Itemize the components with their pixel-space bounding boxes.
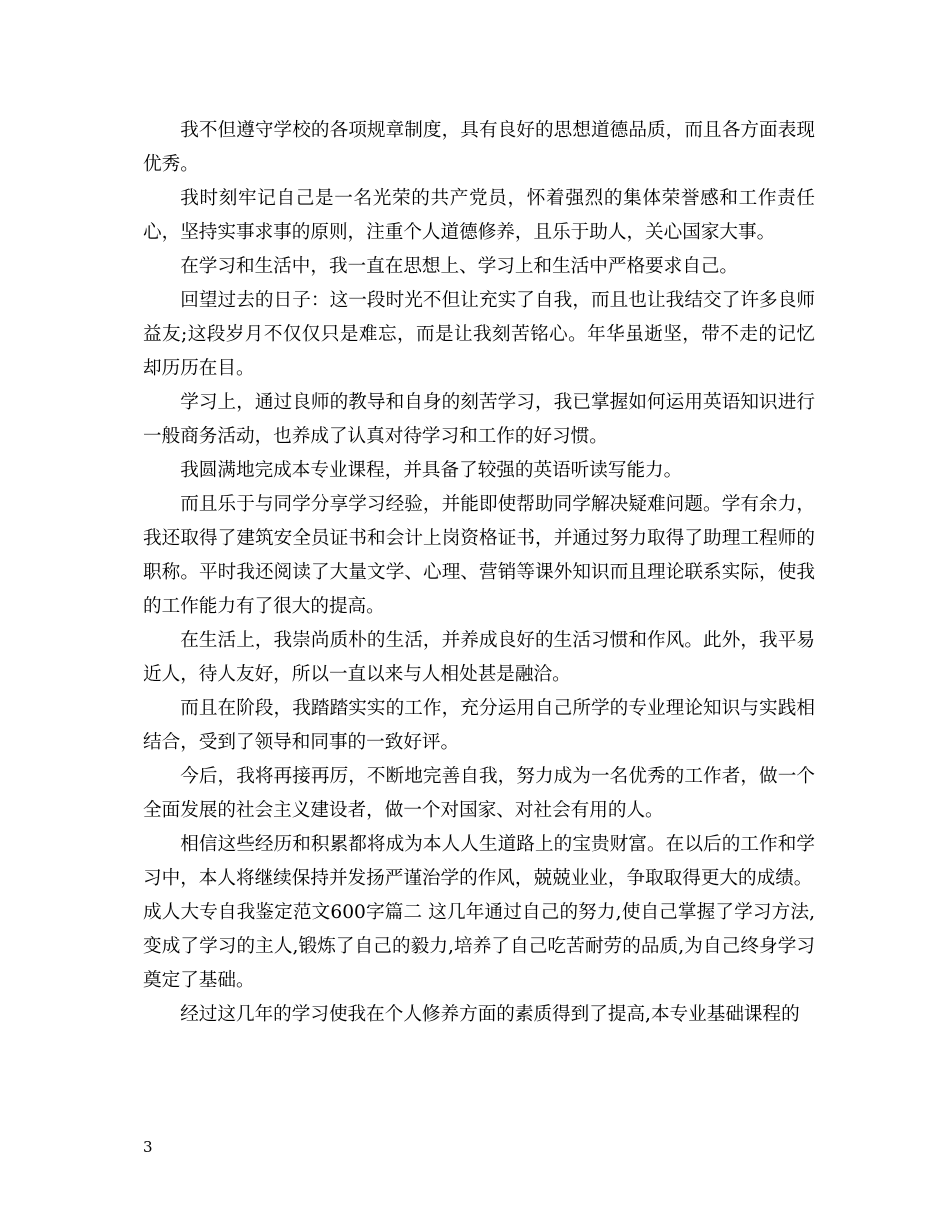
paragraph: 学习上，通过良师的教导和自身的刻苦学习，我已掌握如何运用英语知识进行一般商务活动，也养成了认真对待学习和工作的好习惯。 (143, 392, 815, 447)
paragraph: 我不但遵守学校的各项规章制度，具有良好的思想道德品质，而且各方面表现优秀。 (143, 120, 815, 175)
paragraph: 我圆满地完成本专业课程，并具备了较强的英语听读写能力。 (180, 460, 683, 481)
paragraph: 而且乐于与同学分享学习经验，并能即使帮助同学解决疑难问题。学有余力，我还取得了建筑安全员证书和会计上岗资格证书，并通过努力取得了助理工程师的职称。平时我还阅读了大量文学、心理、营销等课外知识而且理论联系实际，使我的工作能力有了很大的提高。 (143, 494, 815, 617)
paragraph: 今后，我将再接再厉，不断地完善自我，努力成为一名优秀的工作者，做一个全面发展的社会主义建设者，做一个对国家、对社会有用的人。 (143, 766, 815, 821)
paragraph: 回望过去的日子：这一段时光不但让充实了自我，而且也让我结交了许多良师益友;这段岁月不仅仅只是难忘，而是让我刻苦铭心。年华虽逝坚，带不走的记忆却历历在目。 (143, 290, 815, 379)
paragraph: 在学习和生活中，我一直在思想上、学习上和生活中严格要求自己。 (180, 256, 739, 277)
document-body (143, 114, 815, 1032)
paragraph: 相信这些经历和积累都将成为本人人生道路上的宝贵财富。在以后的工作和学习中，本人将继续保持并发扬严谨治学的作风，兢兢业业，争取取得更大的成绩。 (143, 834, 815, 889)
paragraph: 而且在阶段，我踏踏实实的工作，充分运用自己所学的专业理论知识与实践相结合，受到了领导和同事的一致好评。 (143, 698, 815, 753)
page-number: 3 (143, 1138, 153, 1156)
paragraph: 我时刻牢记自己是一名光荣的共产党员，怀着强烈的集体荣誉感和工作责任心，坚持实事求事的原则，注重个人道德修养，且乐于助人，关心国家大事。 (143, 188, 815, 243)
paragraph: 在生活上，我崇尚质朴的生活，并养成良好的生活习惯和作风。此外，我平易近人，待人友好，所以一直以来与人相处甚是融洽。 (143, 630, 815, 685)
paragraph: 经过这几年的学习使我在个人修养方面的素质得到了提高,本专业基础课程的 (180, 1004, 800, 1025)
section-text: 这几年通过自己的努力,使自己掌握了学习方法,变成了学习的主人,锻炼了自己的毅力,培养了自己吃苦耐劳的品质,为自己终身学习奠定了基础。 (143, 902, 815, 991)
section-paragraph (143, 896, 815, 998)
section-heading: 成人大专自我鉴定范文600字篇二 (143, 902, 423, 923)
